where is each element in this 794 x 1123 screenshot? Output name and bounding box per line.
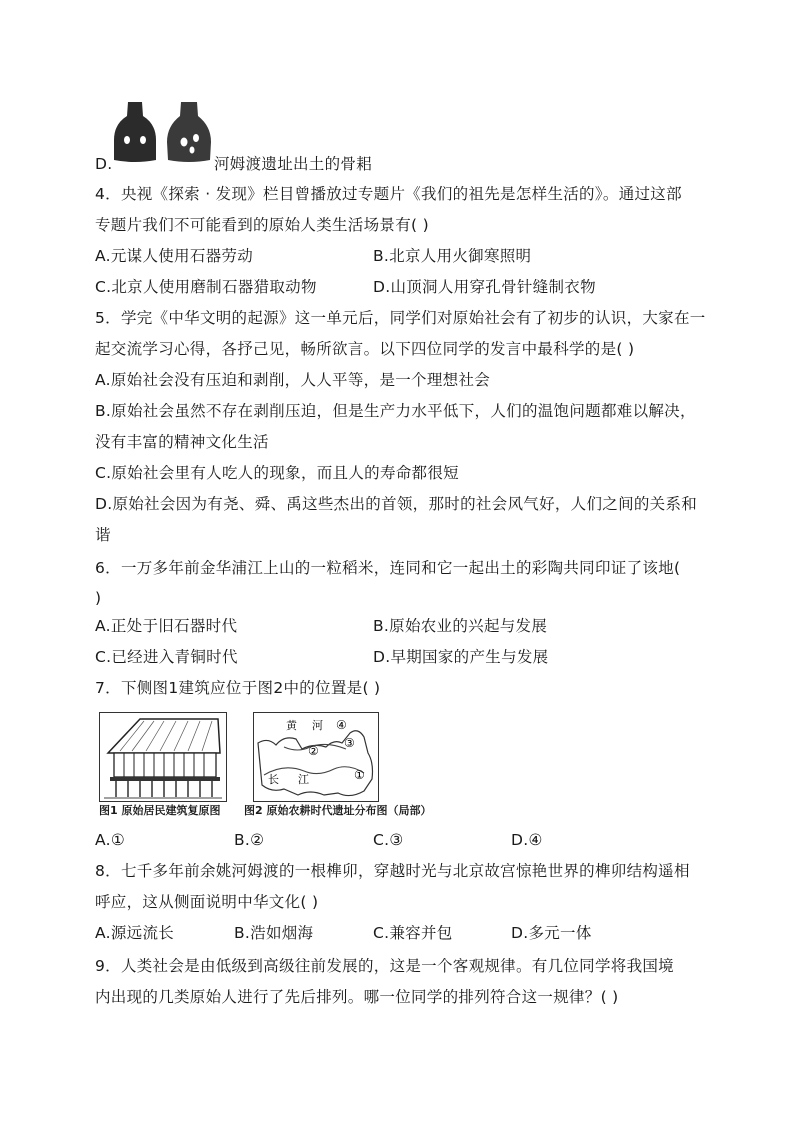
figure-1-dwelling (99, 712, 227, 802)
bone-spade-image-right (166, 100, 212, 164)
map-label-jiang: 江 (298, 773, 309, 786)
q5-option-b-line2[interactable]: 没有丰富的精神文化生活 (95, 433, 269, 451)
q4-option-d[interactable]: D.山顶洞人用穿孔骨针缝制衣物 (373, 278, 596, 296)
stilt-house-illustration (100, 713, 226, 801)
q7-stem: 7．下侧图1建筑应位于图2中的位置是( ) (95, 679, 381, 697)
map-marker-2: ② (308, 744, 319, 758)
q8-option-b[interactable]: B.浩如烟海 (234, 924, 314, 942)
q5-option-a[interactable]: A.原始社会没有压迫和剥削，人人平等，是一个理想社会 (95, 371, 491, 389)
map-marker-1: ① (354, 768, 365, 782)
map-marker-4: ④ (336, 718, 347, 732)
q5-stem-line2: 起交流学习心得，各抒己见，畅所欲言。以下四位同学的发言中最科学的是( ) (95, 340, 635, 358)
figure-2-caption: 图2 原始农耕时代遗址分布图（局部） (244, 804, 432, 817)
q4-option-b[interactable]: B.北京人用火御寒照明 (373, 247, 532, 265)
q5-option-b-line1[interactable]: B.原始社会虽然不存在剥削压迫，但是生产力水平低下，人们的温饱问题都难以解决， (95, 402, 696, 420)
q5-option-d-line1[interactable]: D.原始社会因为有尧、舜、禹这些杰出的首领，那时的社会风气好，人们之间的关系和 (95, 495, 698, 513)
map-marker-3: ③ (344, 736, 355, 750)
q4-stem-line1: 4．央视《探索 · 发现》栏目曾播放过专题片《我们的祖先是怎样生活的》。通过这部 (95, 185, 682, 203)
q8-option-c[interactable]: C.兼容并包 (373, 924, 453, 942)
q4-option-a[interactable]: A.元谋人使用石器劳动 (95, 247, 254, 265)
q7-option-a[interactable]: A.① (95, 831, 126, 849)
q6-option-c[interactable]: C.已经进入青铜时代 (95, 648, 238, 666)
figure-2-map (253, 712, 379, 802)
q9-stem-line1: 9．人类社会是由低级到高级往前发展的，这是一个客观规律。有几位同学将我国境 (95, 957, 674, 975)
q7-option-b[interactable]: B.② (234, 831, 265, 849)
q6-option-d[interactable]: D.早期国家的产生与发展 (373, 648, 549, 666)
map-label-chang: 长 (268, 773, 279, 786)
figure-1-caption: 图1 原始居民建筑复原图 (99, 804, 221, 817)
q3-option-d-prefix: D. (95, 155, 113, 173)
q8-option-a[interactable]: A.源远流长 (95, 924, 175, 942)
q4-option-c[interactable]: C.北京人使用磨制石器猎取动物 (95, 278, 317, 296)
q5-stem-line1: 5．学完《中华文明的起源》这一单元后，同学们对原始社会有了初步的认识，大家在一 (95, 309, 706, 327)
q5-option-d-line2[interactable]: 谐 (95, 526, 111, 544)
q7-option-c[interactable]: C.③ (373, 831, 404, 849)
q8-option-d[interactable]: D.多元一体 (511, 924, 592, 942)
q3-option-d-text: 河姆渡遗址出土的骨耜 (214, 155, 373, 173)
q8-stem-line2: 呼应，这从侧面说明中华文化( ) (95, 893, 319, 911)
bone-spade-image-left (112, 100, 158, 164)
map-label-huang: 黄 (286, 719, 297, 732)
q4-stem-line2: 专题片我们不可能看到的原始人类生活场景有( ) (95, 216, 429, 234)
q5-option-c[interactable]: C.原始社会里有人吃人的现象，而且人的寿命都很短 (95, 464, 459, 482)
q6-stem-line2: ) (95, 589, 102, 607)
q6-option-b[interactable]: B.原始农业的兴起与发展 (373, 617, 548, 635)
q6-stem-line1: 6．一万多年前金华浦江上山的一粒稻米，连同和它一起出土的彩陶共同印证了该地( (95, 559, 681, 577)
q9-stem-line2: 内出现的几类原始人进行了先后排列。哪一位同学的排列符合这一规律？( ) (95, 988, 619, 1006)
map-label-he: 河 (312, 719, 323, 732)
site-distribution-map (254, 713, 378, 801)
q6-option-a[interactable]: A.正处于旧石器时代 (95, 617, 238, 635)
q7-option-d[interactable]: D.④ (511, 831, 543, 849)
q8-stem-line1: 8．七千多年前余姚河姆渡的一根榫卯，穿越时光与北京故宫惊艳世界的榫卯结构遥相 (95, 862, 690, 880)
